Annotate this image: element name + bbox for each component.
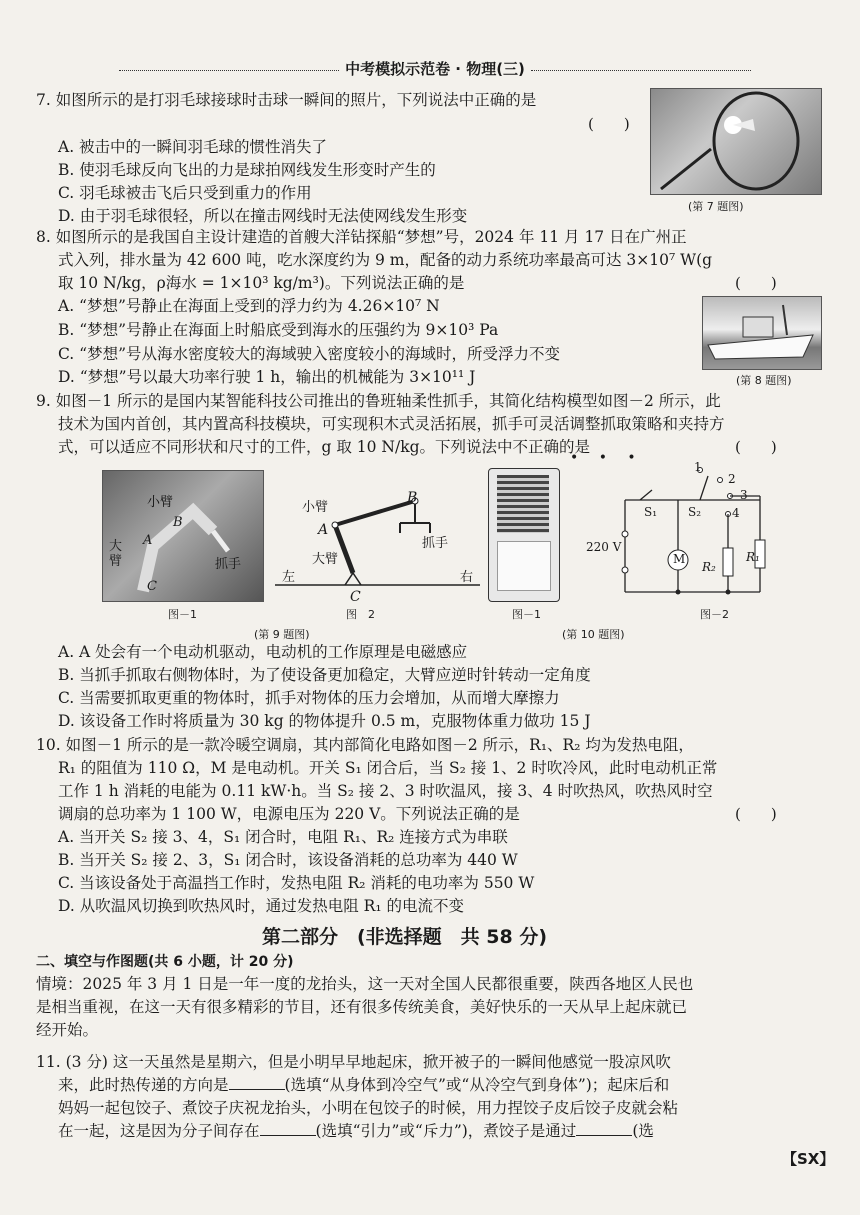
circuit-terminal-1: 1 <box>694 460 702 474</box>
q10-option-b: B. 当开关 S₂ 接 2、3，S₁ 闭合时，该设备消耗的总功率为 440 W <box>58 851 518 869</box>
q8-option-c: C. “梦想”号从海水密度较大的海域驶入密度较小的海域时，所受浮力不变 <box>58 345 561 363</box>
q10-fan-photo <box>488 468 560 602</box>
circuit-voltage-label: 220 V <box>586 540 622 554</box>
q8-option-a: A. “梦想”号静止在海面上受到的浮力约为 4.26×10⁷ N <box>58 297 440 315</box>
fig1-grip-label: 抓手 <box>215 557 242 572</box>
ship-photo <box>702 296 822 370</box>
scenario-line-1: 情境：2025 年 3 月 1 日是一年一度的龙抬头，这一天对全国人民都很重要，陕西各地区人民也 <box>36 975 694 993</box>
q11-blank-2 <box>260 1135 316 1136</box>
header-title: 中考模拟示范卷 · 物理(三) <box>345 60 525 78</box>
q10-option-d: D. 从吹温风切换到吹热风时，通过发热电阻 R₁ 的电流不变 <box>58 897 464 915</box>
scenario-line-3: 经开始。 <box>36 1021 99 1039</box>
q10-circuit-diagram <box>590 462 790 607</box>
q7-answer-paren: ( ) <box>588 115 630 133</box>
q11-line-1: 11. (3 分) 这一天虽然是星期六，但是小明早早地起床，掀开被子的一瞬间他感觉一股凉风吹 <box>36 1053 671 1071</box>
q10-option-a: A. 当开关 S₂ 接 3、4，S₁ 闭合时，电阻 R₁、R₂ 连接方式为串联 <box>58 828 508 846</box>
q9-answer-paren: ( ) <box>735 438 777 456</box>
q7-option-c: C. 羽毛球被击飞后只受到重力的作用 <box>58 184 312 202</box>
q10-fig1-caption: 图－1 <box>512 608 541 621</box>
circuit-terminal-4: 4 <box>732 506 740 520</box>
q9-option-c: C. 当需要抓取更重的物体时，抓手对物体的压力会增加，从而增大摩擦力 <box>58 689 560 707</box>
q11-line-2-a: 来，此时热传递的方向是 <box>58 1076 229 1094</box>
scenario-line-2: 是相当重视，在这一天有很多精彩的节目，还有很多传统美食，美好快乐的一天从早上起床就已 <box>36 998 688 1016</box>
fig2-big-arm-label: 大臂 <box>312 552 339 567</box>
q9-fig1-caption: 图－1 <box>168 608 197 621</box>
fig2-grip-label: 抓手 <box>422 536 449 551</box>
q10-stem-line-3: 工作 1 h 消耗的电能为 0.11 kW·h。当 S₂ 接 2、3 时吹温风，接 3、4 时吹热风，吹热风时空 <box>58 782 713 800</box>
q7-option-a: A. 被击中的一瞬间羽毛球的惯性消失了 <box>58 138 328 156</box>
q10-figure-caption: (第 10 题图) <box>562 628 625 641</box>
q7-figure-caption: (第 7 题图) <box>688 200 744 213</box>
q10-stem-line-1: 10. 如图－1 所示的是一款冷暖空调扇，其内部简化电路如图－2 所示，R₁、R₂ 均为发热电阻， <box>36 736 694 754</box>
circuit-terminal-3: 3 <box>740 488 748 502</box>
racket-illustration <box>651 89 821 194</box>
fig2-right-label: 右 <box>460 570 474 585</box>
q8-figure-caption: (第 8 题图) <box>736 374 792 387</box>
q10-stem-line-4: 调扇的总功率为 1 100 W，电源电压为 220 V。下列说法正确的是 <box>58 805 520 823</box>
circuit-r2-label: R₂ <box>702 560 716 574</box>
circuit-r1-label: R₁ <box>746 550 760 564</box>
q11-line-4-c: (选 <box>632 1122 654 1140</box>
fan-grille <box>497 475 549 533</box>
fan-panel <box>497 541 551 591</box>
circuit-s2-label: S₂ <box>688 505 702 519</box>
q11-line-4-a: 在一起，这是因为分子间存在 <box>58 1122 260 1140</box>
footer-badge: 【SX】 <box>782 1150 835 1168</box>
q7-option-d: D. 由于羽毛球很轻，所以在撞击网线时无法使网线发生形变 <box>58 207 468 225</box>
q8-option-d: D. “梦想”号以最大功率行驶 1 h，输出的机械能为 3×10¹¹ J <box>58 368 476 386</box>
q8-stem-line-3: 取 10 N/kg，ρ海水 = 1×10³ kg/m³)。下列说法正确的是 <box>58 274 465 292</box>
q9-option-d: D. 该设备工作时将质量为 30 kg 的物体提升 0.5 m，克服物体重力做功 15 J <box>58 712 591 730</box>
q10-option-c: C. 当该设备处于高温挡工作时，发热电阻 R₂ 消耗的电功率为 550 W <box>58 874 535 892</box>
q9-fig1-photo <box>102 470 264 602</box>
fig1-c-label: C <box>147 579 157 594</box>
q9-fig2-caption: 图 2 <box>346 608 375 621</box>
robot-arm-photo-illustration <box>103 471 263 601</box>
q10-stem-line-2: R₁ 的阻值为 110 Ω，M 是电动机。开关 S₁ 闭合后，当 S₂ 接 1、2 时吹冷风，此时电动机正常 <box>58 759 718 777</box>
circuit-motor-label: M <box>673 552 686 566</box>
q11-line-2-b: (选填“从身体到冷空气”或“从冷空气到身体”)；起床后和 <box>284 1076 670 1094</box>
fig2-small-arm-label: 小臂 <box>302 500 329 515</box>
q11-line-3: 妈妈一起包饺子、煮饺子庆祝龙抬头，小明在包饺子的时候，用力捏饺子皮后饺子皮就会粘 <box>58 1099 679 1117</box>
q11-line-2 <box>58 1073 669 1097</box>
q8-stem-line-2: 式入列，排水量为 42 600 吨，吃水深度约为 9 m，配备的动力系统功率最高可达 3×10⁷ W(g <box>58 251 713 269</box>
part2-title: 第二部分 (非选择题 共 58 分) <box>262 926 548 948</box>
circuit-terminal-2: 2 <box>728 472 736 486</box>
q9-option-a: A. A 处会有一个电动机驱动，电动机的工作原理是电磁感应 <box>58 643 468 661</box>
header-dots-left <box>119 70 339 71</box>
circuit-s1-label: S₁ <box>644 505 658 519</box>
fig1-b-label: B <box>173 515 183 530</box>
fig1-big-arm-label: 大臂 <box>109 539 123 569</box>
q11-line-4-b: (选填“引力”或“斥力”)，煮饺子是通过 <box>315 1122 577 1140</box>
section2-title: 二、填空与作图题(共 6 小题，计 20 分) <box>36 954 294 970</box>
q7-option-b: B. 使羽毛球反向飞出的力是球拍网线发生形变时产生的 <box>58 161 436 179</box>
fig2-a-label: A <box>318 522 329 538</box>
fig2-c-label: C <box>350 589 361 605</box>
q8-answer-paren: ( ) <box>735 274 777 292</box>
q8-stem-line-1: 8. 如图所示的是我国自主设计建造的首艘大洋钻探船“梦想”号，2024 年 11 月 17 日在广州正 <box>36 228 687 246</box>
q7-stem: 7. 如图所示的是打羽毛球接球时击球一瞬间的照片，下列说法中正确的是 <box>36 91 537 109</box>
fig2-b-label: B <box>407 490 418 506</box>
q9-emphasis-dots: • • • <box>570 450 644 466</box>
q9-option-b: B. 当抓手抓取右侧物体时，为了使设备更加稳定，大臂应逆时针转动一定角度 <box>58 666 591 684</box>
q10-fig2-caption: 图－2 <box>700 608 729 621</box>
q11-blank-1 <box>229 1089 285 1090</box>
q11-blank-3 <box>576 1135 632 1136</box>
page-header <box>90 58 780 79</box>
q10-answer-paren: ( ) <box>735 805 777 823</box>
badminton-photo <box>650 88 822 195</box>
header-dots-right <box>531 70 751 71</box>
q11-line-4 <box>58 1119 654 1143</box>
q8-option-b: B. “梦想”号静止在海面上时船底受到海水的压强约为 9×10³ Pa <box>58 321 499 339</box>
fig2-left-label: 左 <box>282 570 296 585</box>
ship-illustration <box>703 297 821 369</box>
q9-stem-line-2: 技术为国内首创，其内置高科技模块，可实现积木式灵活拓展，抓手可灵活调整抓取策略和夹持方 <box>58 415 725 433</box>
q9-stem-line-3: 式，可以适应不同形状和尺寸的工件，g 取 10 N/kg。下列说法中不正确的是 <box>58 438 591 456</box>
fig1-small-arm-label: 小臂 <box>147 495 174 510</box>
fig1-a-label: A <box>143 533 153 548</box>
q9-figure-caption: (第 9 题图) <box>254 628 310 641</box>
q9-stem-line-1: 9. 如图－1 所示的是国内某智能科技公司推出的鲁班轴柔性抓手，其简化结构模型如图－2 所示，此 <box>36 392 721 410</box>
